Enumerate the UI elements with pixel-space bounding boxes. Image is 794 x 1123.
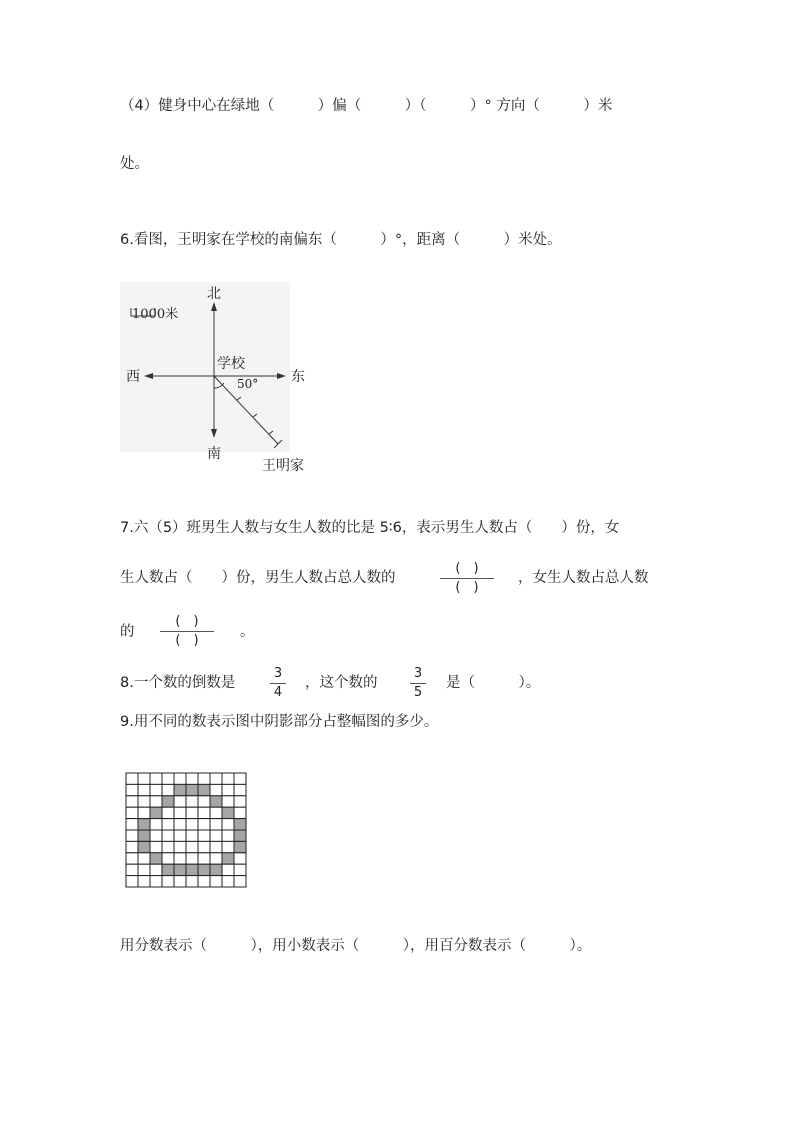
grid-cell xyxy=(174,807,186,818)
south-label: 南 xyxy=(207,446,221,462)
grid-cell xyxy=(174,773,186,784)
grid-cell xyxy=(198,876,210,887)
grid-cell xyxy=(198,807,210,818)
grid-cell xyxy=(174,853,186,864)
grid-cell xyxy=(150,773,162,784)
grid-cell xyxy=(198,830,210,841)
grid-cell xyxy=(198,819,210,830)
q7-line3b: 。 xyxy=(240,624,255,640)
grid-cell xyxy=(186,853,198,864)
shaded-cell xyxy=(138,841,150,852)
grid-cell xyxy=(150,841,162,852)
grid-cell xyxy=(186,796,198,807)
grid-cell xyxy=(162,773,174,784)
shaded-cell xyxy=(150,853,162,864)
fraction-bar xyxy=(410,683,426,684)
shaded-cell xyxy=(162,796,174,807)
reciprocal-fraction xyxy=(270,666,286,701)
grid-cell xyxy=(234,807,246,818)
shaded-cell xyxy=(198,784,210,795)
grid-cell xyxy=(198,796,210,807)
grid-cell xyxy=(222,773,234,784)
q7-line2b: ，女生人数占总人数 xyxy=(518,570,649,586)
grid-cell xyxy=(186,773,198,784)
grid-cell xyxy=(210,819,222,830)
grid-cell xyxy=(222,841,234,852)
grid-cell xyxy=(210,830,222,841)
grid-cell xyxy=(198,841,210,852)
grid-cell xyxy=(126,819,138,830)
grid-cell xyxy=(138,807,150,818)
shaded-cell xyxy=(222,807,234,818)
grid-cell xyxy=(126,864,138,875)
grid-cell xyxy=(186,830,198,841)
grid-cell xyxy=(162,830,174,841)
q5-4-line1: （4）健身中心在绿地（ ）偏（ ）（ ）° 方向（ ）米 xyxy=(120,98,613,114)
q8-text-b: ，这个数的 xyxy=(305,675,378,691)
grid-cell xyxy=(210,784,222,795)
grid-cell xyxy=(150,876,162,887)
school-label: 学校 xyxy=(217,356,245,372)
grid-cell xyxy=(234,876,246,887)
q9-answer: 用分数表示（ ），用小数表示（ ），用百分数表示（ ）。 xyxy=(120,938,592,954)
grid-cell xyxy=(162,784,174,795)
east-label: 东 xyxy=(291,369,305,385)
shaded-cell xyxy=(174,864,186,875)
grid-cell xyxy=(162,841,174,852)
grid-cell xyxy=(138,853,150,864)
fraction-numerator: ( ) xyxy=(455,561,479,576)
fraction-numerator: 3 xyxy=(413,666,423,681)
grid-cell xyxy=(162,876,174,887)
q7-line2a: 生人数占（ ）份，男生人数占总人数的 xyxy=(120,570,396,586)
grid-cell xyxy=(162,807,174,818)
q6-text: 6.看图，王明家在学校的南偏东（ ）°，距离（ ）米处。 xyxy=(120,232,562,248)
grid-cell xyxy=(222,796,234,807)
scale-label: 1000米 xyxy=(132,307,179,322)
q7-line1: 7.六（5）班男生人数与女生人数的比是 5∶6，表示男生人数占（ ）份，女 xyxy=(120,520,620,536)
fraction-bar xyxy=(160,631,214,632)
grid-cell xyxy=(162,853,174,864)
shaded-cell xyxy=(138,819,150,830)
grid-cell xyxy=(138,773,150,784)
shaded-cell xyxy=(234,830,246,841)
shaded-cell xyxy=(150,807,162,818)
shaded-cell xyxy=(222,853,234,864)
q5-4-line2: 处。 xyxy=(120,156,149,172)
shaded-grid xyxy=(125,772,249,890)
grid-cell xyxy=(126,830,138,841)
grid-cell xyxy=(150,819,162,830)
north-label: 北 xyxy=(207,286,221,302)
q7-line3a: 的 xyxy=(120,624,135,640)
grid-cell xyxy=(210,876,222,887)
grid-cell xyxy=(150,864,162,875)
grid-cell xyxy=(126,773,138,784)
q9-text: 9.用不同的数表示图中阴影部分占整幅图的多少。 xyxy=(120,714,439,730)
grid-cell xyxy=(210,807,222,818)
grid-cell xyxy=(222,819,234,830)
grid-cell xyxy=(138,876,150,887)
grid-cell xyxy=(198,853,210,864)
multiplier-fraction xyxy=(410,666,426,701)
compass-diagram xyxy=(120,282,330,482)
q8-text-a: 8.一个数的倒数是 xyxy=(120,675,236,691)
grid-cell xyxy=(174,841,186,852)
grid-cell xyxy=(126,807,138,818)
grid-cell xyxy=(138,784,150,795)
grid-cell xyxy=(234,864,246,875)
grid-cell xyxy=(186,807,198,818)
grid-cell xyxy=(174,796,186,807)
grid-cell xyxy=(222,784,234,795)
shaded-cell xyxy=(234,841,246,852)
grid-cell xyxy=(174,830,186,841)
grid-cell xyxy=(126,853,138,864)
home-label: 王明家 xyxy=(262,458,304,474)
grid-cell xyxy=(186,841,198,852)
grid-cell xyxy=(234,796,246,807)
grid-cell xyxy=(210,773,222,784)
grid-cell xyxy=(198,773,210,784)
grid-cell xyxy=(186,876,198,887)
grid-cell xyxy=(222,830,234,841)
grid-cell xyxy=(126,784,138,795)
blank-fraction-male xyxy=(440,561,494,596)
grid-cell xyxy=(126,876,138,887)
shaded-cell xyxy=(234,819,246,830)
grid-cell xyxy=(234,773,246,784)
grid-cell xyxy=(210,853,222,864)
grid-cell xyxy=(150,830,162,841)
grid-cell xyxy=(138,864,150,875)
shaded-cell xyxy=(174,784,186,795)
fraction-denominator: 4 xyxy=(273,685,283,700)
grid-cell xyxy=(162,819,174,830)
shaded-cell xyxy=(210,796,222,807)
shaded-cell xyxy=(162,864,174,875)
grid-cell xyxy=(234,853,246,864)
grid-cell xyxy=(126,841,138,852)
grid-cell xyxy=(210,841,222,852)
angle-label: 50° xyxy=(237,377,259,391)
west-label: 西 xyxy=(126,369,140,385)
grid-cell xyxy=(126,796,138,807)
q8-text-c: 是（ ）。 xyxy=(446,675,541,691)
fraction-numerator: 3 xyxy=(273,666,283,681)
fraction-bar xyxy=(440,578,494,579)
shaded-cell xyxy=(138,830,150,841)
grid-cell xyxy=(222,876,234,887)
grid-cell xyxy=(234,784,246,795)
grid-cell xyxy=(186,819,198,830)
shaded-cell xyxy=(186,784,198,795)
fraction-denominator: 5 xyxy=(413,685,423,700)
shaded-cell xyxy=(210,864,222,875)
grid-cell xyxy=(138,796,150,807)
grid-cell xyxy=(222,864,234,875)
fraction-bar xyxy=(270,683,286,684)
fraction-denominator: ( ) xyxy=(175,633,199,648)
fraction-numerator: ( ) xyxy=(175,614,199,629)
shaded-cell xyxy=(198,864,210,875)
grid-cell xyxy=(150,784,162,795)
shaded-cell xyxy=(186,864,198,875)
fraction-denominator: ( ) xyxy=(455,580,479,595)
grid-cell xyxy=(174,876,186,887)
grid-cell xyxy=(174,819,186,830)
grid-cell xyxy=(150,796,162,807)
blank-fraction-female xyxy=(160,614,214,649)
